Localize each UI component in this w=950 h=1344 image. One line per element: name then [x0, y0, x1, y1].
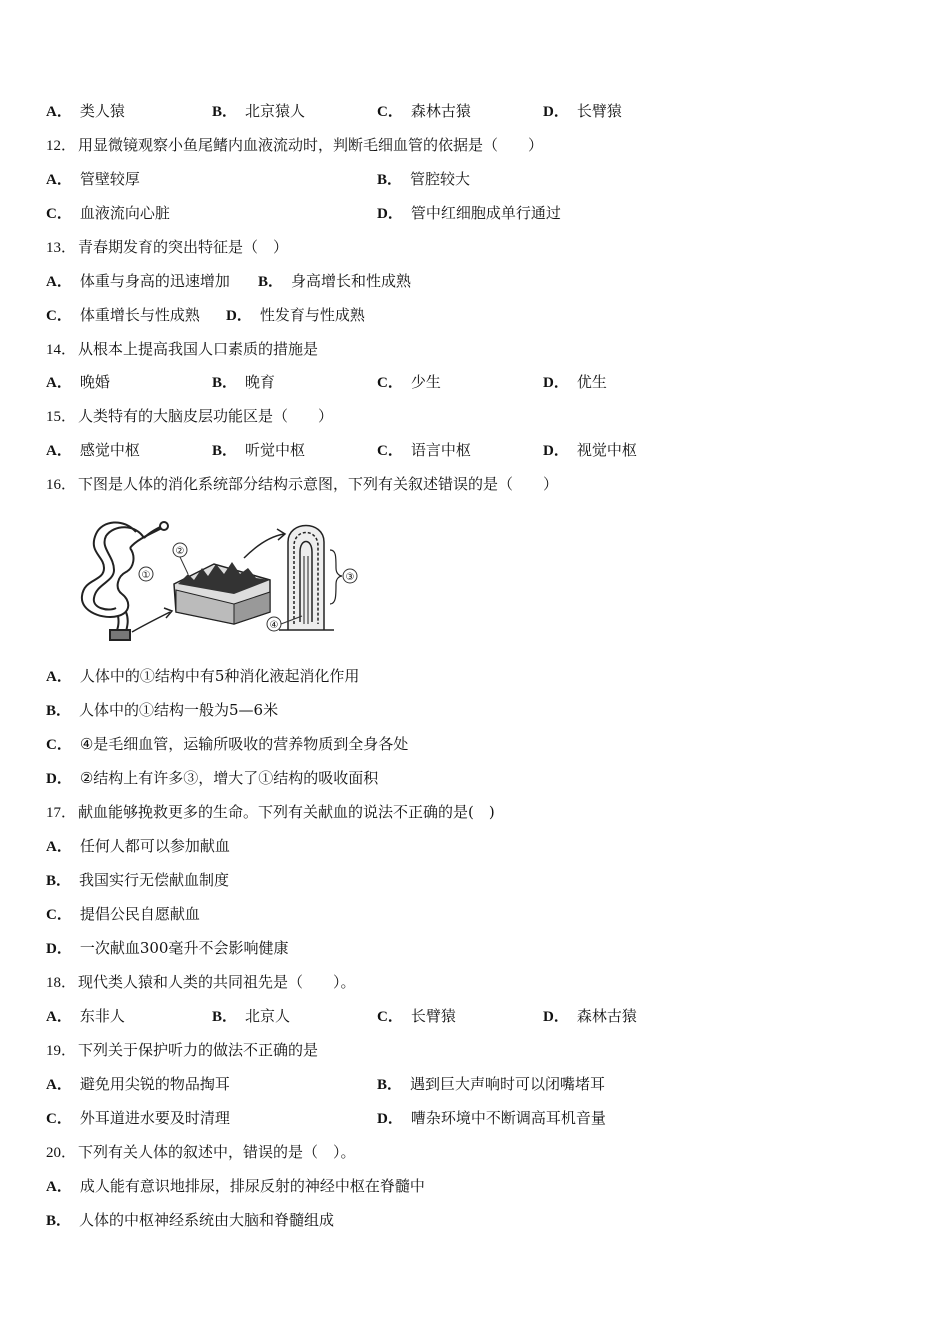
q20-option-a: A． 成人能有意识地排尿，排尿反射的神经中枢在脊髓中	[46, 1177, 425, 1195]
q16-option-c: C． ④是毛细血管，运输所吸收的营养物质到全身各处	[46, 735, 409, 753]
q15-stem: 15． 人类特有的大脑皮层功能区是（ ）	[46, 407, 334, 425]
q15-option-c: C． 语言中枢	[377, 441, 471, 459]
q13-option-c: C． 体重增长与性成熟	[46, 306, 200, 324]
digestive-structure-figure	[74, 512, 364, 646]
q16-option-d: D． ②结构上有许多③，增大了①结构的吸收面积	[46, 769, 379, 787]
q17-stem: 17． 献血能够挽救更多的生命。下列有关献血的说法不正确的是( )	[46, 803, 495, 821]
q19-option-b: B． 遇到巨大声响时可以闭嘴堵耳	[377, 1075, 606, 1093]
q17-option-c: C． 提倡公民自愿献血	[46, 905, 200, 923]
q18-option-d: D． 森林古猿	[543, 1007, 637, 1025]
q12-option-d: D． 管中红细胞成单行通过	[377, 204, 561, 222]
q12-stem: 12． 用显微镜观察小鱼尾鳍内血液流动时，判断毛细血管的依据是（ ）	[46, 136, 544, 154]
q17-option-a: A． 任何人都可以参加献血	[46, 837, 230, 855]
q15-option-b: B． 听觉中枢	[212, 441, 306, 459]
q13-option-a: A． 体重与身高的迅速增加	[46, 272, 230, 290]
q13-option-b: B． 身高增长和性成熟	[258, 272, 412, 290]
q19-option-d: D． 嘈杂环境中不断调高耳机音量	[377, 1109, 606, 1127]
q11-option-c: C． 森林古猿	[377, 102, 471, 120]
marker-3: ③	[345, 572, 355, 583]
q17-option-b: B． 我国实行无偿献血制度	[46, 871, 230, 889]
q13-stem: 13． 青春期发育的突出特征是（ ）	[46, 238, 289, 256]
arrow-to-villus	[244, 529, 285, 558]
q15-option-a: A． 感觉中枢	[46, 441, 140, 459]
q15-option-d: D． 视觉中枢	[543, 441, 637, 459]
q18-option-b: B． 北京人	[212, 1007, 291, 1025]
q20-stem: 20． 下列有关人体的叙述中，错误的是（ ）。	[46, 1143, 356, 1161]
q16-stem: 16． 下图是人体的消化系统部分结构示意图，下列有关叙述错误的是（ ）	[46, 475, 559, 493]
q12-option-b: B． 管腔较大	[377, 170, 471, 188]
bracket-3	[330, 550, 342, 604]
q14-stem: 14． 从根本上提高我国人口素质的措施是	[46, 340, 319, 358]
q14-option-a: A． 晚婚	[46, 373, 110, 391]
villus-drawing	[279, 526, 334, 631]
marker-2-leader	[180, 557, 188, 574]
q18-option-c: C． 长臂猿	[377, 1007, 456, 1025]
q19-option-a: A． 避免用尖锐的物品掏耳	[46, 1075, 230, 1093]
q17-option-d: D． 一次献血300毫升不会影响健康	[46, 939, 289, 957]
q11-option-a: A． 类人猿	[46, 102, 125, 120]
q14-option-d: D． 优生	[543, 373, 607, 391]
q19-option-c: C． 外耳道进水要及时清理	[46, 1109, 230, 1127]
q14-option-c: C． 少生	[377, 373, 441, 391]
intestinal-wall-block	[174, 562, 270, 624]
arrow-to-villi	[132, 608, 172, 632]
marker-4: ④	[269, 620, 279, 631]
q14-option-b: B． 晚育	[212, 373, 276, 391]
q18-option-a: A． 东非人	[46, 1007, 125, 1025]
q19-stem: 19． 下列关于保护听力的做法不正确的是	[46, 1041, 319, 1059]
small-intestine-drawing	[82, 522, 168, 640]
q20-option-b: B． 人体的中枢神经系统由大脑和脊髓组成	[46, 1211, 335, 1229]
q13-option-d: D． 性发育与性成熟	[226, 306, 365, 324]
q16-option-b: B． 人体中的①结构一般为5—6米	[46, 701, 279, 719]
marker-2: ②	[175, 546, 185, 557]
q18-stem: 18． 现代类人猿和人类的共同祖先是（ ）。	[46, 973, 356, 991]
q16-option-a: A． 人体中的①结构中有5种消化液起消化作用	[46, 667, 360, 685]
q12-option-c: C． 血液流向心脏	[46, 204, 170, 222]
q11-option-b: B． 北京猿人	[212, 102, 306, 120]
q11-option-d: D． 长臂猿	[543, 102, 622, 120]
q12-option-a: A． 管壁较厚	[46, 170, 140, 188]
marker-1: ①	[141, 570, 151, 581]
